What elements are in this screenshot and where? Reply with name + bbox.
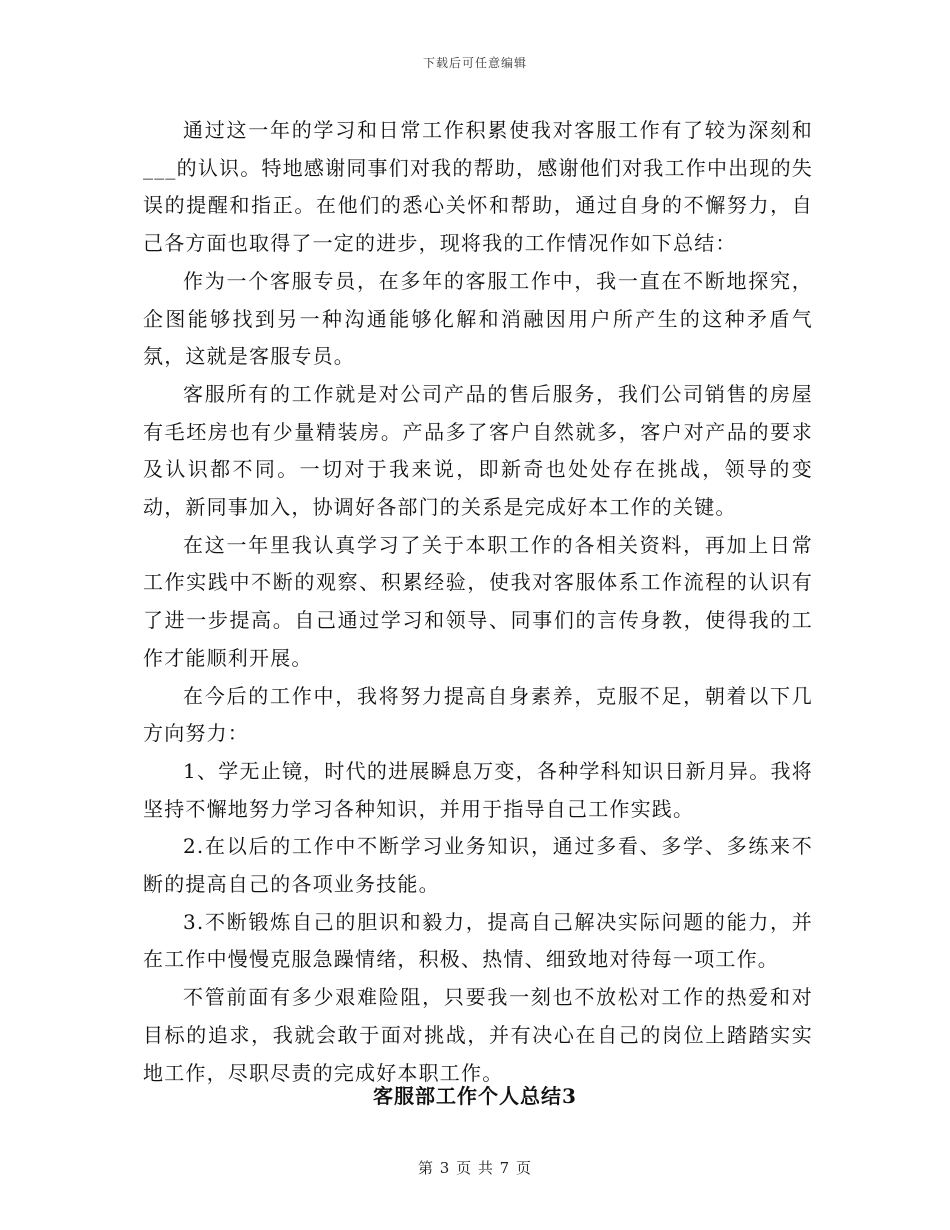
page-header-note: 下载后可任意编辑 — [422, 56, 527, 70]
paragraph-goal-3: 3.不断锻炼自己的胆识和毅力，提高自己解决实际问题的能力，并在工作中慢慢克服急躁情绪，积极、热情、细致地对待每一项工作。 — [143, 909, 813, 972]
paragraph-intro: 通过这一年的学习和日常工作积累使我对客服工作有了较为深刻和___的认识。特地感谢同事们对我的帮助，感谢他们对我工作中出现的失误的提醒和指正。在他们的悉心关怀和帮助，通过自身的不懈努力，自己各方面也取得了一定的进步，现将我的工作情况作如下总结： — [143, 118, 813, 256]
paragraph-learning: 在这一年里我认真学习了关于本职工作的各相关资料，再加上日常工作实践中不断的观察、积累经验，使我对客服体系工作流程的认识有了进一步提高。自己通过学习和领导、同事们的言传身教，使得我的工作才能顺利开展。 — [143, 532, 813, 670]
paragraph-conclusion: 不管前面有多少艰难险阻，只要我一刻也不放松对工作的热爱和对目标的追求，我就会敢于面对挑战，并有决心在自己的岗位上踏踏实实地工作，尽职尽责的完成好本职工作。 — [143, 985, 813, 1085]
document-body — [143, 112, 813, 1092]
paragraph-role: 作为一个客服专员，在多年的客服工作中，我一直在不断地探究，企图能够找到另一种沟通能够化解和消融因用户所产生的这种矛盾气氛，这就是客服专员。 — [143, 268, 813, 369]
paragraph-goal-1: 1、学无止镜，时代的进展瞬息万变，各种学科知识日新月异。我将坚持不懈地努力学习各种知识，并用于指导自己工作实践。 — [143, 758, 813, 821]
paragraph-goals-intro: 在今后的工作中，我将努力提高自身素养，克服不足，朝着以下几方向努力： — [143, 683, 813, 746]
page-number: 第 3 页 共 7 页 — [418, 1159, 532, 1177]
section-title: 客服部工作个人总结3 — [373, 1084, 577, 1108]
paragraph-goal-2: 2.在以后的工作中不断学习业务知识，通过多看、多学、多练来不断的提高自己的各项业务技能。 — [143, 834, 813, 897]
paragraph-duties: 客服所有的工作就是对公司产品的售后服务，我们公司销售的房屋有毛坯房也有少量精装房。产品多了客户自然就多，客户对产品的要求及认识都不同。一切对于我来说，即新奇也处处存在挑战，领导的变动，新同事加入，协调好各部门的关系是完成好本工作的关键。 — [143, 381, 813, 520]
